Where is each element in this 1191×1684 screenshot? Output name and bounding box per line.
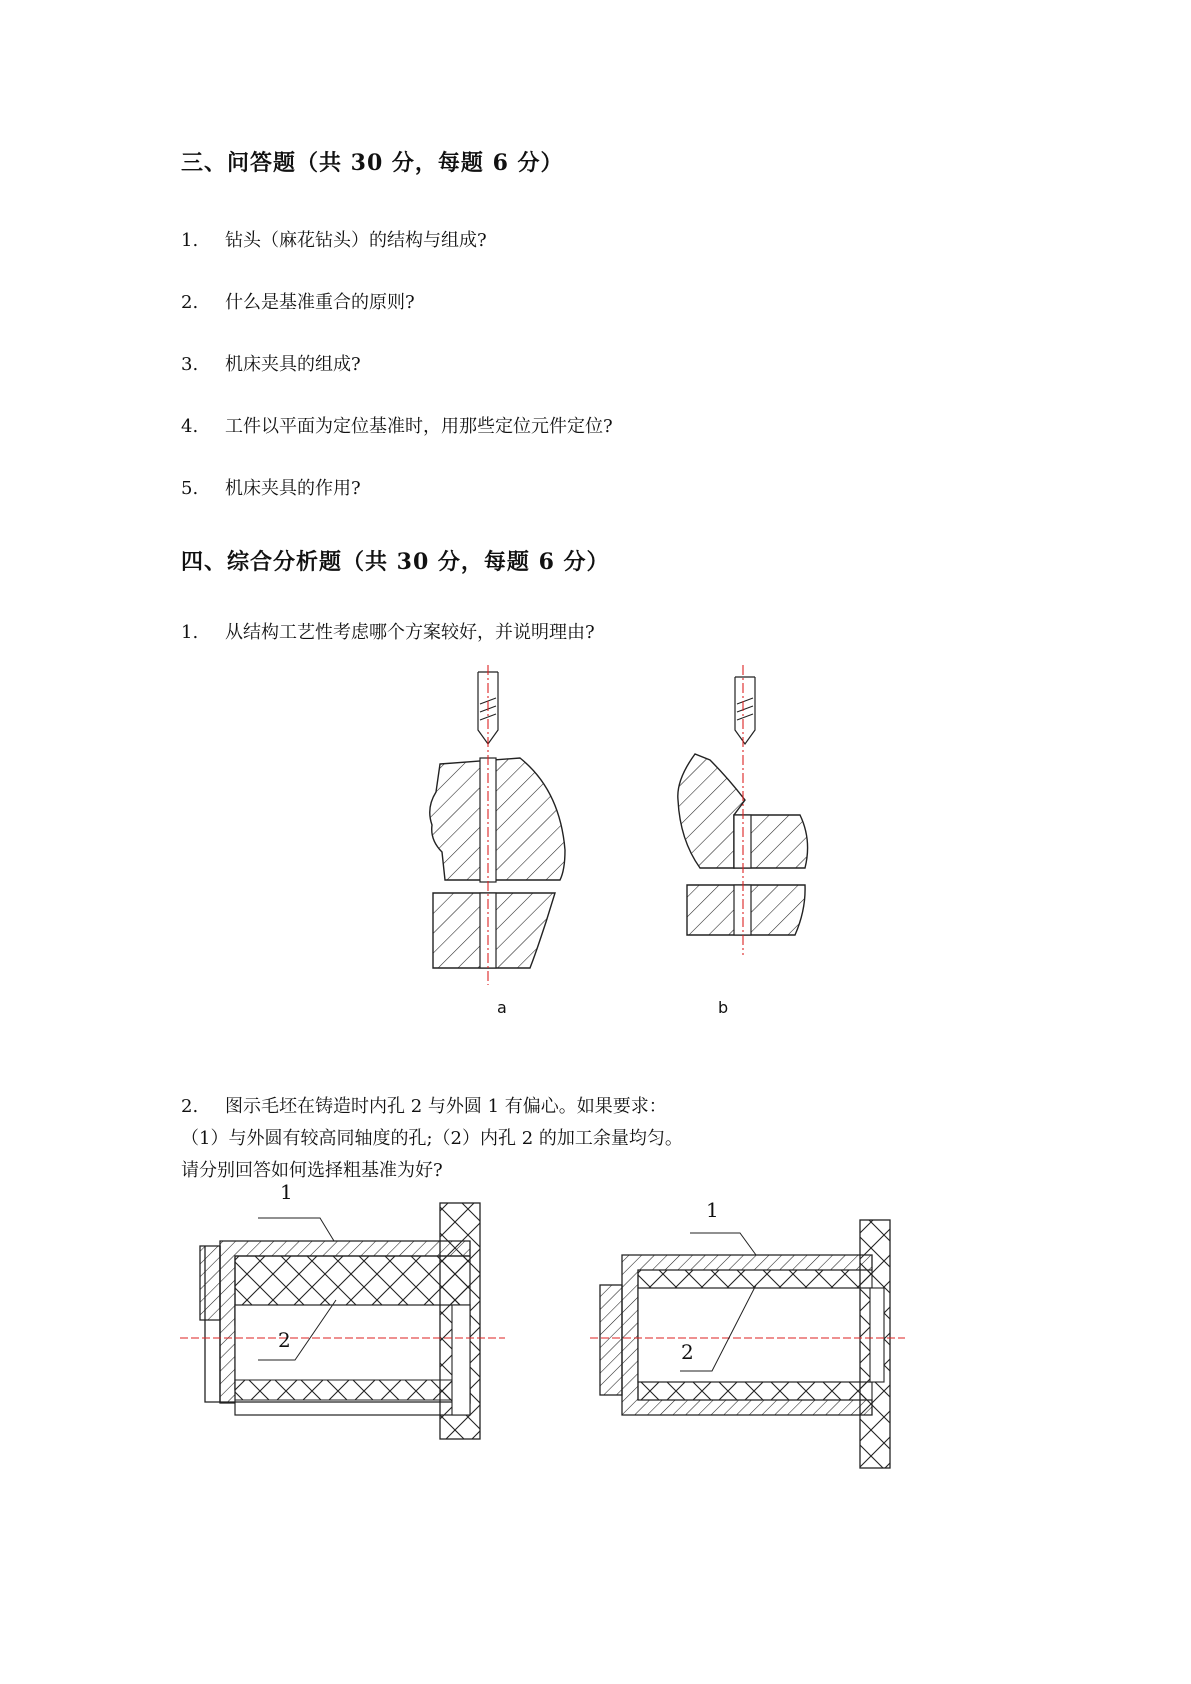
section3-title: 三、问答题（共 30 分，每题 6 分） <box>181 150 564 176</box>
workpiece-a-upper <box>430 758 565 880</box>
fig2-left-label-1: 1 <box>280 1180 293 1204</box>
casting-blank-right <box>590 1220 905 1468</box>
analysis-question-2-line2: （1）与外圆有较高同轴度的孔;（2）内孔 2 的加工余量均匀。 <box>181 1128 683 1149</box>
figure-label-b: b <box>718 998 729 1017</box>
question-item: 4. 工件以平面为定位基准时，用那些定位元件定位? <box>181 416 613 437</box>
analysis-question-1: 1. 从结构工艺性考虑哪个方案较好，并说明理由? <box>181 622 595 643</box>
question-item: 2. 什么是基准重合的原则? <box>181 292 415 313</box>
fig2-right-label-1: 1 <box>706 1198 719 1222</box>
question-item: 3. 机床夹具的组成? <box>181 354 361 375</box>
drill-bit-icon-b <box>735 677 755 744</box>
fig2-left-label-2: 2 <box>278 1328 291 1352</box>
analysis-question-2-line3: 请分别回答如何选择粗基准为好? <box>181 1160 443 1181</box>
figure-label-a: a <box>497 998 507 1017</box>
fig2-right-label-2: 2 <box>681 1340 694 1364</box>
analysis-question-2: 2. 图示毛坯在铸造时内孔 2 与外圆 1 有偏心。如果要求： <box>181 1096 667 1117</box>
section4-title: 四、综合分析题（共 30 分，每题 6 分） <box>181 549 610 575</box>
casting-blank-left <box>180 1188 505 1439</box>
question-item: 1. 钻头（麻花钻头）的结构与组成? <box>181 230 487 251</box>
question-item: 5. 机床夹具的作用? <box>181 478 361 499</box>
